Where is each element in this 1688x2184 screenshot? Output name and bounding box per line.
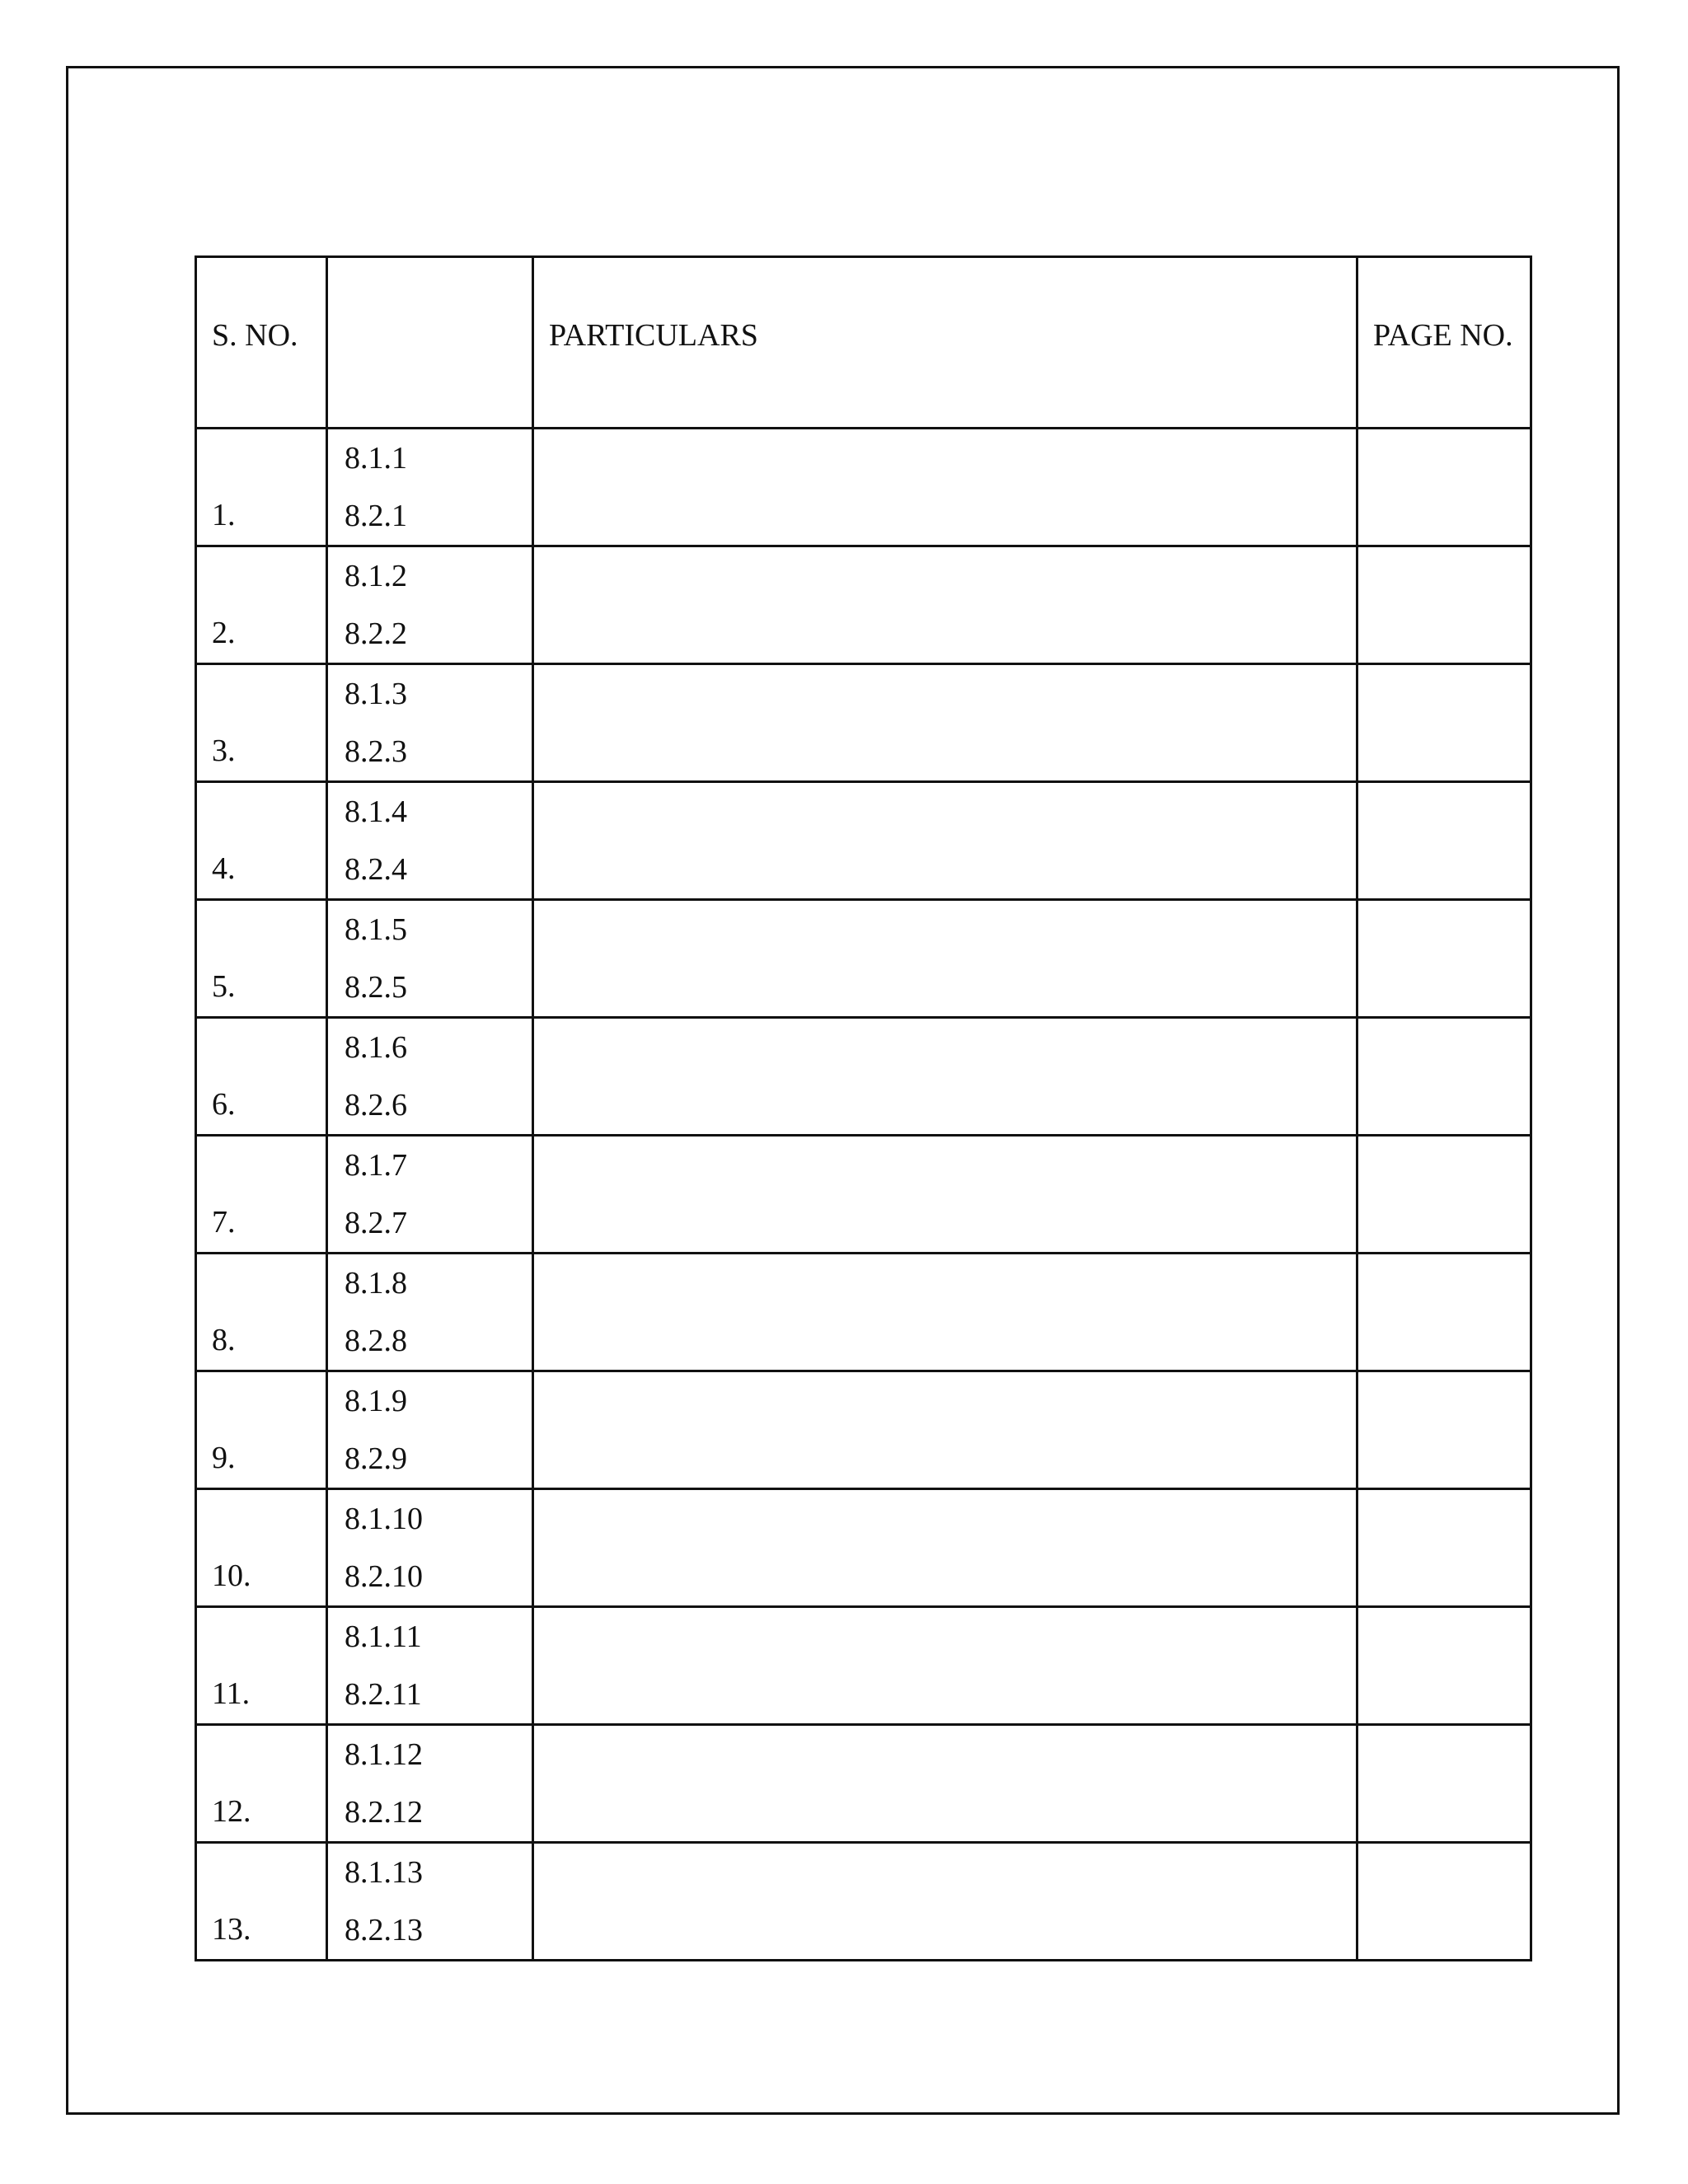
particulars-cell — [533, 1371, 1357, 1489]
particulars-cell — [533, 1725, 1357, 1843]
section-codes — [327, 1136, 533, 1254]
section-codes — [327, 1607, 533, 1725]
header-code — [327, 257, 533, 429]
serial-number: 10. — [196, 1489, 327, 1607]
serial-number: 12. — [196, 1725, 327, 1843]
section-code-b: 8.2.4 — [345, 852, 407, 887]
page-number-cell — [1357, 1371, 1531, 1489]
page-number-cell — [1357, 429, 1531, 546]
page-number-cell — [1357, 782, 1531, 900]
page-number-cell — [1357, 1607, 1531, 1725]
serial-number: 7. — [196, 1136, 327, 1254]
section-codes — [327, 900, 533, 1018]
serial-number: 5. — [196, 900, 327, 1018]
particulars-cell — [533, 1136, 1357, 1254]
table-row — [196, 1489, 1531, 1607]
table-body — [196, 429, 1531, 1961]
section-codes — [327, 664, 533, 782]
serial-number: 8. — [196, 1254, 327, 1371]
section-code-b: 8.2.9 — [345, 1441, 407, 1476]
section-code-b: 8.2.2 — [345, 616, 407, 651]
table-row — [196, 1371, 1531, 1489]
table-row — [196, 1843, 1531, 1961]
section-codes — [327, 782, 533, 900]
table-row — [196, 900, 1531, 1018]
section-code-b: 8.2.10 — [345, 1559, 423, 1594]
serial-number: 9. — [196, 1371, 327, 1489]
section-code-a: 8.1.13 — [345, 1855, 423, 1890]
page-number-cell — [1357, 1843, 1531, 1961]
header-page-no: PAGE NO. — [1357, 257, 1531, 429]
section-code-b: 8.2.8 — [345, 1324, 407, 1358]
section-code-b: 8.2.1 — [345, 499, 407, 533]
section-code-a: 8.1.2 — [345, 559, 407, 593]
section-code-b: 8.2.3 — [345, 734, 407, 769]
section-code-a: 8.1.7 — [345, 1148, 407, 1183]
table-row — [196, 782, 1531, 900]
section-codes — [327, 1254, 533, 1371]
section-code-b: 8.2.7 — [345, 1206, 407, 1240]
table-row — [196, 1018, 1531, 1136]
section-code-a: 8.1.5 — [345, 912, 407, 947]
particulars-cell — [533, 429, 1357, 546]
section-code-b: 8.2.12 — [345, 1795, 423, 1830]
section-code-b: 8.2.11 — [345, 1677, 422, 1712]
particulars-cell — [533, 664, 1357, 782]
page-number-cell — [1357, 1489, 1531, 1607]
serial-number: 2. — [196, 546, 327, 664]
particulars-cell — [533, 1607, 1357, 1725]
table-row — [196, 1136, 1531, 1254]
particulars-cell — [533, 900, 1357, 1018]
header-sno: S. NO. — [196, 257, 327, 429]
header-row — [196, 257, 1531, 429]
contents-table — [195, 255, 1532, 1961]
table-row — [196, 1725, 1531, 1843]
particulars-cell — [533, 546, 1357, 664]
table-row — [196, 1607, 1531, 1725]
section-codes — [327, 1843, 533, 1961]
page-number-cell — [1357, 1018, 1531, 1136]
table-row — [196, 1254, 1531, 1371]
section-codes — [327, 546, 533, 664]
table-row — [196, 429, 1531, 546]
section-code-a: 8.1.12 — [345, 1737, 423, 1772]
serial-number: 3. — [196, 664, 327, 782]
particulars-cell — [533, 1254, 1357, 1371]
table-row — [196, 546, 1531, 664]
section-code-a: 8.1.10 — [345, 1502, 423, 1536]
page-number-cell — [1357, 900, 1531, 1018]
section-codes — [327, 1489, 533, 1607]
page-number-cell — [1357, 664, 1531, 782]
serial-number: 6. — [196, 1018, 327, 1136]
section-code-b: 8.2.13 — [345, 1913, 423, 1947]
section-code-b: 8.2.5 — [345, 970, 407, 1005]
particulars-cell — [533, 1843, 1357, 1961]
table-row — [196, 664, 1531, 782]
section-codes — [327, 429, 533, 546]
particulars-cell — [533, 782, 1357, 900]
section-code-a: 8.1.9 — [345, 1384, 407, 1418]
page-number-cell — [1357, 546, 1531, 664]
page-number-cell — [1357, 1254, 1531, 1371]
section-codes — [327, 1725, 533, 1843]
section-codes — [327, 1371, 533, 1489]
page-number-cell — [1357, 1725, 1531, 1843]
serial-number: 13. — [196, 1843, 327, 1961]
particulars-cell — [533, 1018, 1357, 1136]
section-code-a: 8.1.3 — [345, 677, 407, 711]
page-number-cell — [1357, 1136, 1531, 1254]
section-code-a: 8.1.6 — [345, 1030, 407, 1065]
section-code-a: 8.1.8 — [345, 1266, 407, 1301]
section-codes — [327, 1018, 533, 1136]
serial-number: 11. — [196, 1607, 327, 1725]
particulars-cell — [533, 1489, 1357, 1607]
serial-number: 1. — [196, 429, 327, 546]
header-particulars: PARTICULARS — [533, 257, 1357, 429]
section-code-a: 8.1.4 — [345, 794, 407, 829]
section-code-a: 8.1.1 — [345, 441, 407, 476]
section-code-a: 8.1.11 — [345, 1619, 422, 1654]
serial-number: 4. — [196, 782, 327, 900]
section-code-b: 8.2.6 — [345, 1088, 407, 1122]
